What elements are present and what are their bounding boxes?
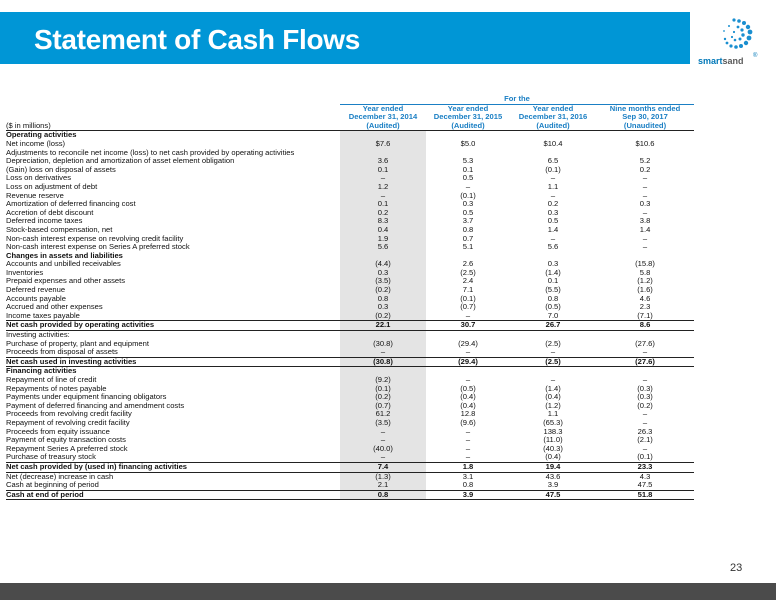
row-value xyxy=(426,367,510,376)
row-value: 5.1 xyxy=(462,243,474,252)
row-label: Proceeds from revolving credit facility xyxy=(6,410,132,419)
row-value: – xyxy=(465,444,471,453)
row-value: 3.6 xyxy=(340,157,426,166)
column-header: (Unaudited) xyxy=(596,122,694,131)
row-label: Income taxes payable xyxy=(6,311,80,320)
row-label: Proceeds from equity issuance xyxy=(6,427,110,436)
row-value: 1.4 xyxy=(639,225,651,234)
row-value: – xyxy=(642,376,648,384)
column-header: Nine months ended xyxy=(609,104,681,113)
row-label: Payment of deferred financing and amendment costs xyxy=(6,401,185,410)
row-value: 12.8 xyxy=(460,410,476,419)
row-label: Accounts and unbilled receivables xyxy=(6,260,121,269)
column-header: Year ended xyxy=(362,104,404,113)
table-row xyxy=(6,200,694,209)
row-value xyxy=(426,149,510,158)
row-value: (0.5) xyxy=(545,303,561,312)
table-row xyxy=(6,157,694,166)
row-label: Accounts payable xyxy=(6,294,66,303)
table-row xyxy=(6,402,694,411)
column-header: December 31, 2016 xyxy=(518,113,588,122)
row-value: 7.0 xyxy=(547,311,559,320)
row-value: 0.8 xyxy=(462,225,474,234)
row-value: (15.8) xyxy=(635,260,655,269)
row-value: 0.1 xyxy=(547,277,559,286)
table-row xyxy=(6,481,694,490)
row-value: – xyxy=(642,174,648,183)
table-row xyxy=(6,192,694,201)
sand-swirl-icon xyxy=(694,12,764,56)
row-label: Operating activities xyxy=(6,130,77,140)
total-row xyxy=(6,321,694,331)
row-label: Net (decrease) increase in cash xyxy=(6,472,114,481)
row-value: 3.9 xyxy=(547,481,559,490)
row-value: – xyxy=(340,348,426,357)
table-row xyxy=(6,376,694,385)
row-value xyxy=(596,331,694,340)
row-value: – xyxy=(465,182,471,191)
row-value: (2.5) xyxy=(545,339,561,348)
total-row xyxy=(6,490,694,500)
row-value: – xyxy=(642,243,648,252)
title-bar xyxy=(0,12,690,64)
row-value: 0.3 xyxy=(340,303,426,312)
row-value: (0.3) xyxy=(637,393,653,402)
row-value: (0.7) xyxy=(460,303,476,312)
row-value: 26.3 xyxy=(637,427,653,436)
row-value: – xyxy=(550,348,556,357)
column-header: Year ended xyxy=(532,104,574,113)
row-value: 0.5 xyxy=(462,208,474,217)
row-value: (2.1) xyxy=(637,436,653,445)
row-label: Changes in assets and liabilities xyxy=(6,251,123,260)
row-value: 2.1 xyxy=(340,481,426,490)
row-value: (29.4) xyxy=(426,357,510,367)
row-value xyxy=(510,149,596,158)
row-value: 8.6 xyxy=(596,321,694,331)
row-value: $10.6 xyxy=(635,139,655,148)
row-value: (29.4) xyxy=(458,339,478,348)
row-value: (3.5) xyxy=(340,277,426,286)
row-value: (2.5) xyxy=(460,268,476,277)
row-value: 5.3 xyxy=(462,157,474,166)
row-value xyxy=(340,331,426,340)
row-label: Cash at beginning of period xyxy=(6,481,99,490)
column-header: Year ended xyxy=(447,104,489,113)
row-label: Amortization of deferred financing cost xyxy=(6,200,136,209)
column-header: (Audited) xyxy=(426,122,510,131)
table-row xyxy=(6,385,694,394)
row-value: 5.6 xyxy=(547,243,559,252)
row-label: Repayment of revolving credit facility xyxy=(6,418,130,427)
row-value xyxy=(340,252,426,261)
table-row xyxy=(6,217,694,226)
row-value: (5.5) xyxy=(545,286,561,295)
row-value xyxy=(596,149,694,158)
row-value: 5.6 xyxy=(340,243,426,252)
row-value: 0.1 xyxy=(340,200,426,209)
row-value: 3.9 xyxy=(426,490,510,500)
row-value xyxy=(340,149,426,158)
row-value: (1.4) xyxy=(545,384,561,393)
row-value: – xyxy=(340,453,426,462)
row-value: (0.2) xyxy=(340,286,426,295)
row-value xyxy=(510,131,596,140)
row-value: – xyxy=(340,428,426,437)
table-row xyxy=(6,295,694,304)
row-value: 0.1 xyxy=(340,166,426,175)
row-value: (0.4) xyxy=(460,401,476,410)
row-value: – xyxy=(642,191,648,200)
row-value: 1.1 xyxy=(547,182,559,191)
row-value: 61.2 xyxy=(340,410,426,419)
row-value: 2.4 xyxy=(462,277,474,286)
table-group-header-row xyxy=(6,95,694,104)
row-value: (0.1) xyxy=(637,453,653,462)
row-value xyxy=(596,131,694,140)
row-value: (0.2) xyxy=(637,401,653,410)
row-value: (40.3) xyxy=(543,444,563,453)
row-label: Inventories xyxy=(6,268,44,277)
section-row xyxy=(6,367,694,376)
row-value: (1.3) xyxy=(340,472,426,481)
row-value: 0.3 xyxy=(462,200,474,209)
table-row xyxy=(6,243,694,252)
row-value: (0.4) xyxy=(545,393,561,402)
row-value: 138.3 xyxy=(543,427,563,436)
table-row xyxy=(6,393,694,402)
row-value: 1.8 xyxy=(426,462,510,472)
table-row xyxy=(6,331,694,340)
row-value: 6.5 xyxy=(547,157,559,166)
row-value: 0.3 xyxy=(547,260,559,269)
table-row xyxy=(6,277,694,286)
table-row xyxy=(6,149,694,158)
row-value: (0.1) xyxy=(460,294,476,303)
row-value: 8.3 xyxy=(340,217,426,226)
row-value: (0.4) xyxy=(545,453,561,462)
row-value: $7.6 xyxy=(340,140,426,149)
logo-wordmark: smartsand xyxy=(698,56,744,66)
column-header-row-1 xyxy=(6,104,694,113)
row-value: 0.4 xyxy=(340,226,426,235)
table-row xyxy=(6,209,694,218)
table-row xyxy=(6,428,694,437)
row-value: – xyxy=(465,348,471,357)
row-value: 0.2 xyxy=(639,165,651,174)
row-value: – xyxy=(465,453,471,462)
table-row xyxy=(6,226,694,235)
row-value: (40.0) xyxy=(340,445,426,454)
row-value: (0.3) xyxy=(637,384,653,393)
row-value: – xyxy=(550,191,556,200)
row-value: 7.4 xyxy=(340,462,426,472)
table-row xyxy=(6,436,694,445)
row-value: (4.4) xyxy=(340,260,426,269)
row-value: (9.2) xyxy=(340,376,426,385)
row-value xyxy=(510,331,596,340)
table-row xyxy=(6,445,694,454)
row-value: – xyxy=(550,234,556,243)
row-value: 4.6 xyxy=(639,294,651,303)
row-value: (2.5) xyxy=(510,357,596,367)
row-label: Net cash provided by (used in) financing activities xyxy=(6,462,340,472)
row-value: 22.1 xyxy=(340,321,426,331)
row-value: $10.4 xyxy=(543,139,563,148)
table-row xyxy=(6,183,694,192)
row-value: – xyxy=(340,192,426,201)
section-row xyxy=(6,131,694,140)
row-label: Adjustments to reconcile net income (loss) to net cash provided by operating activities xyxy=(6,148,295,157)
row-value: (0.5) xyxy=(460,384,476,393)
column-header: December 31, 2015 xyxy=(433,113,503,122)
table-row xyxy=(6,312,694,321)
row-value: 0.3 xyxy=(547,208,559,217)
row-value: (1.4) xyxy=(545,268,561,277)
row-label: Deferred income taxes xyxy=(6,217,83,226)
row-value: 0.2 xyxy=(547,200,559,209)
row-label: Revenue reserve xyxy=(6,191,64,200)
table-row xyxy=(6,269,694,278)
row-value: (0.1) xyxy=(545,165,561,174)
table-row xyxy=(6,260,694,269)
column-header-row-2 xyxy=(6,113,694,122)
row-label: Net cash used in investing activities xyxy=(6,357,340,367)
row-value: – xyxy=(465,376,471,384)
row-value: 47.5 xyxy=(510,490,596,500)
row-value: $5.0 xyxy=(460,139,476,148)
column-header: Sep 30, 2017 xyxy=(622,113,668,122)
row-value: 2.3 xyxy=(639,303,651,312)
row-value: 7.1 xyxy=(462,286,474,295)
table-row xyxy=(6,174,694,183)
table-row xyxy=(6,348,694,357)
row-value xyxy=(596,367,694,376)
row-value: – xyxy=(642,410,648,419)
row-value xyxy=(340,131,426,140)
for-the-header: For the xyxy=(340,95,694,104)
row-value: 5.2 xyxy=(639,157,651,166)
page-title: Statement of Cash Flows xyxy=(34,24,361,55)
row-value: (0.1) xyxy=(340,385,426,394)
row-value: (0.2) xyxy=(340,312,426,321)
row-value: 3.8 xyxy=(639,217,651,226)
table-row xyxy=(6,303,694,312)
row-value: (0.7) xyxy=(340,402,426,411)
row-label: Non-cash interest expense on revolving credit facility xyxy=(6,234,184,243)
footer-bar xyxy=(0,583,776,600)
row-value: (1.2) xyxy=(545,401,561,410)
row-value: (30.8) xyxy=(340,340,426,349)
row-value: – xyxy=(642,234,648,243)
row-value: (7.1) xyxy=(637,311,653,320)
total-row xyxy=(6,357,694,367)
row-label: Purchase of treasury stock xyxy=(6,453,96,462)
table-row xyxy=(6,453,694,462)
row-value: (3.5) xyxy=(340,419,426,428)
row-value: 0.5 xyxy=(462,174,474,183)
table-row xyxy=(6,340,694,349)
row-value: (0.2) xyxy=(340,393,426,402)
table-row xyxy=(6,140,694,149)
row-value: (27.6) xyxy=(596,357,694,367)
row-value: 0.8 xyxy=(340,295,426,304)
column-header-row-3 xyxy=(6,122,694,131)
row-value: 1.9 xyxy=(340,235,426,244)
row-value: – xyxy=(642,182,648,191)
row-value: 26.7 xyxy=(510,321,596,331)
row-value xyxy=(426,331,510,340)
row-value: – xyxy=(465,311,471,320)
table-row xyxy=(6,472,694,481)
row-value: – xyxy=(642,418,648,427)
row-value: – xyxy=(642,444,648,453)
row-label: Cash at end of period xyxy=(6,490,340,500)
row-value xyxy=(510,367,596,376)
row-value: 1.1 xyxy=(547,410,559,419)
row-label: Purchase of property, plant and equipment xyxy=(6,339,149,348)
row-value: – xyxy=(465,427,471,436)
total-row xyxy=(6,462,694,472)
row-label: Net cash provided by operating activities xyxy=(6,321,340,331)
row-label: Repayments of notes payable xyxy=(6,384,107,393)
row-label: Financing activities xyxy=(6,366,77,376)
table-row xyxy=(6,419,694,428)
table-row xyxy=(6,235,694,244)
row-value: – xyxy=(550,174,556,183)
row-value: (11.0) xyxy=(543,436,563,445)
row-label: Accrued and other expenses xyxy=(6,303,103,312)
row-value: – xyxy=(340,174,426,183)
column-header: December 31, 2014 xyxy=(348,113,418,122)
row-label: Loss on derivatives xyxy=(6,174,72,183)
row-value: (0.1) xyxy=(460,191,476,200)
row-value: (30.8) xyxy=(340,357,426,367)
row-value: 23.3 xyxy=(596,462,694,472)
row-value: – xyxy=(550,376,556,384)
row-value: – xyxy=(642,348,648,357)
row-value: – xyxy=(642,208,648,217)
table-row xyxy=(6,286,694,295)
row-value: 0.2 xyxy=(340,209,426,218)
section-row xyxy=(6,252,694,261)
trademark-mark: ® xyxy=(753,53,758,59)
row-value: 0.3 xyxy=(639,200,651,209)
row-value xyxy=(510,252,596,261)
row-value xyxy=(340,367,426,376)
row-value: 47.5 xyxy=(637,481,653,490)
row-label: Net income (loss) xyxy=(6,139,66,148)
company-logo xyxy=(694,12,764,72)
row-label: Accretion of debt discount xyxy=(6,208,94,217)
slide-header xyxy=(0,0,776,78)
row-label: Depreciation, depletion and amortization of asset element obligation xyxy=(6,157,235,166)
row-label: Non-cash interest expense on Series A preferred stock xyxy=(6,243,190,252)
row-value: (1.2) xyxy=(637,277,653,286)
row-value: 1.2 xyxy=(340,183,426,192)
row-value: – xyxy=(465,436,471,445)
row-value: 5.8 xyxy=(639,268,651,277)
row-value: 0.3 xyxy=(340,269,426,278)
row-value: 19.4 xyxy=(510,462,596,472)
row-label: Repayment Series A preferred stock xyxy=(6,444,128,453)
row-label: Deferred revenue xyxy=(6,286,66,295)
row-value: (0.4) xyxy=(460,393,476,402)
row-value: 51.8 xyxy=(596,490,694,500)
row-value: 3.7 xyxy=(462,217,474,226)
row-label: Payments under equipment financing obligators xyxy=(6,393,167,402)
row-label: Investing activities: xyxy=(6,330,70,340)
column-header: (Audited) xyxy=(510,122,596,131)
column-header: (Audited) xyxy=(340,122,426,131)
row-label: Payment of equity transaction costs xyxy=(6,436,126,445)
row-value: 2.6 xyxy=(462,260,474,269)
row-value: 0.5 xyxy=(547,217,559,226)
units-label: ($ in millions) xyxy=(6,122,340,131)
row-value: 43.6 xyxy=(545,472,561,481)
row-value: (9.6) xyxy=(460,418,476,427)
row-value: (1.6) xyxy=(637,286,653,295)
row-value: – xyxy=(340,436,426,445)
row-value: (65.3) xyxy=(543,418,563,427)
row-label: (Gain) loss on disposal of assets xyxy=(6,165,116,174)
row-value: 0.8 xyxy=(340,490,426,500)
row-value: 30.7 xyxy=(426,321,510,331)
row-value: 3.1 xyxy=(462,472,474,481)
row-label: Repayment of line of credit xyxy=(6,376,97,384)
row-value: (27.6) xyxy=(635,339,655,348)
cash-flow-table xyxy=(6,95,694,500)
row-label: Stock-based compensation, net xyxy=(6,225,113,234)
page-number: 23 xyxy=(730,562,743,574)
table-row xyxy=(6,166,694,175)
row-value: 0.8 xyxy=(547,294,559,303)
row-value xyxy=(596,252,694,261)
row-label: Loss on adjustment of debt xyxy=(6,182,98,191)
row-label: Proceeds from disposal of assets xyxy=(6,348,118,357)
row-value: 0.7 xyxy=(462,234,474,243)
row-value xyxy=(426,252,510,261)
row-value: 1.4 xyxy=(547,225,559,234)
row-value: 0.1 xyxy=(462,165,474,174)
row-value: 4.3 xyxy=(639,472,651,481)
table-row xyxy=(6,410,694,419)
row-value: 0.8 xyxy=(462,481,474,490)
row-value xyxy=(426,131,510,140)
row-label: Prepaid expenses and other assets xyxy=(6,277,126,286)
